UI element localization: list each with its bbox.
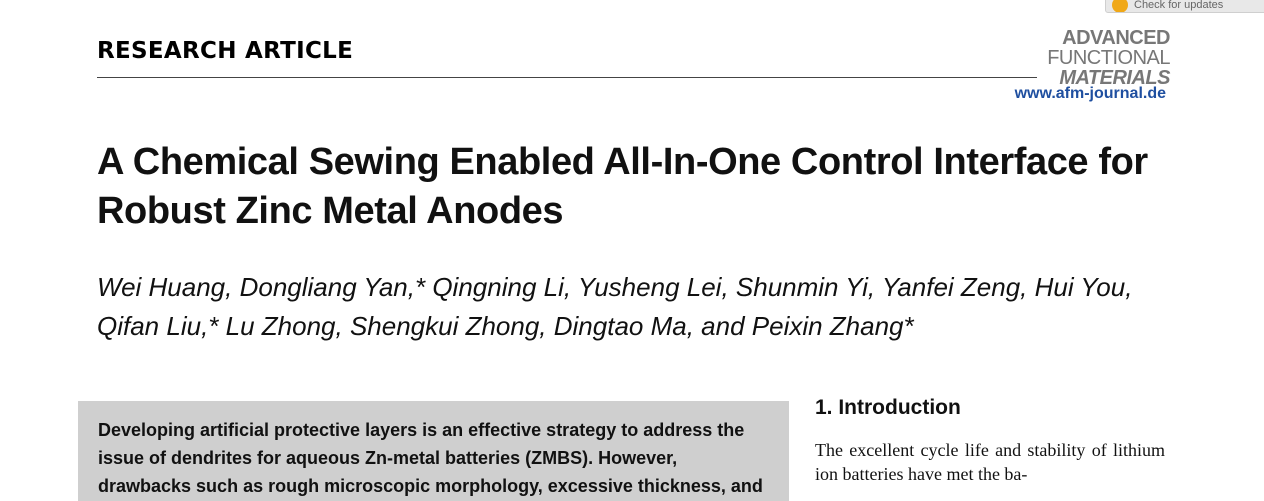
check-for-updates-button[interactable] [1105,0,1264,13]
journal-logo-line: MATERIALS [1059,67,1170,89]
journal-logo-line: FUNCTIONAL [1047,47,1170,69]
header-divider [97,77,1037,78]
check-for-updates-label: Check for updates [1134,0,1224,11]
journal-logo [1030,28,1170,88]
author-list: Wei Huang, Dongliang Yan,* Qingning Li, Yusheng Lei, Shunmin Yi, Yanfei Zeng, Hui You, Qifan Liu,* Lu Zhong, Shengkui Zhong, Dingtao Ma, and Peixin Zhang* [97,272,1133,341]
article-title: A Chemical Sewing Enabled All-In-One Control Interface for Robust Zinc Metal Anodes [97,141,1148,232]
section-label: RESEARCH ARTICLE [97,38,354,64]
abstract-text: Developing artificial protective layers is an effective strategy to address the issue of dendrites for aqueous Zn-metal batteries (ZMBS). However, drawbacks such as rough microscopic morphology, excessive thickness, and [98,420,763,496]
update-badge-icon [1112,0,1128,13]
journal-url-link[interactable]: www.afm-journal.de [1014,85,1166,102]
introduction-text: The excellent cycle life and stability of lithium ion batteries have met the ba- [815,440,1165,484]
journal-logo-line: ADVANCED [1062,27,1170,49]
section-heading-introduction: 1. Introduction [815,396,961,419]
abstract-box [78,401,789,501]
